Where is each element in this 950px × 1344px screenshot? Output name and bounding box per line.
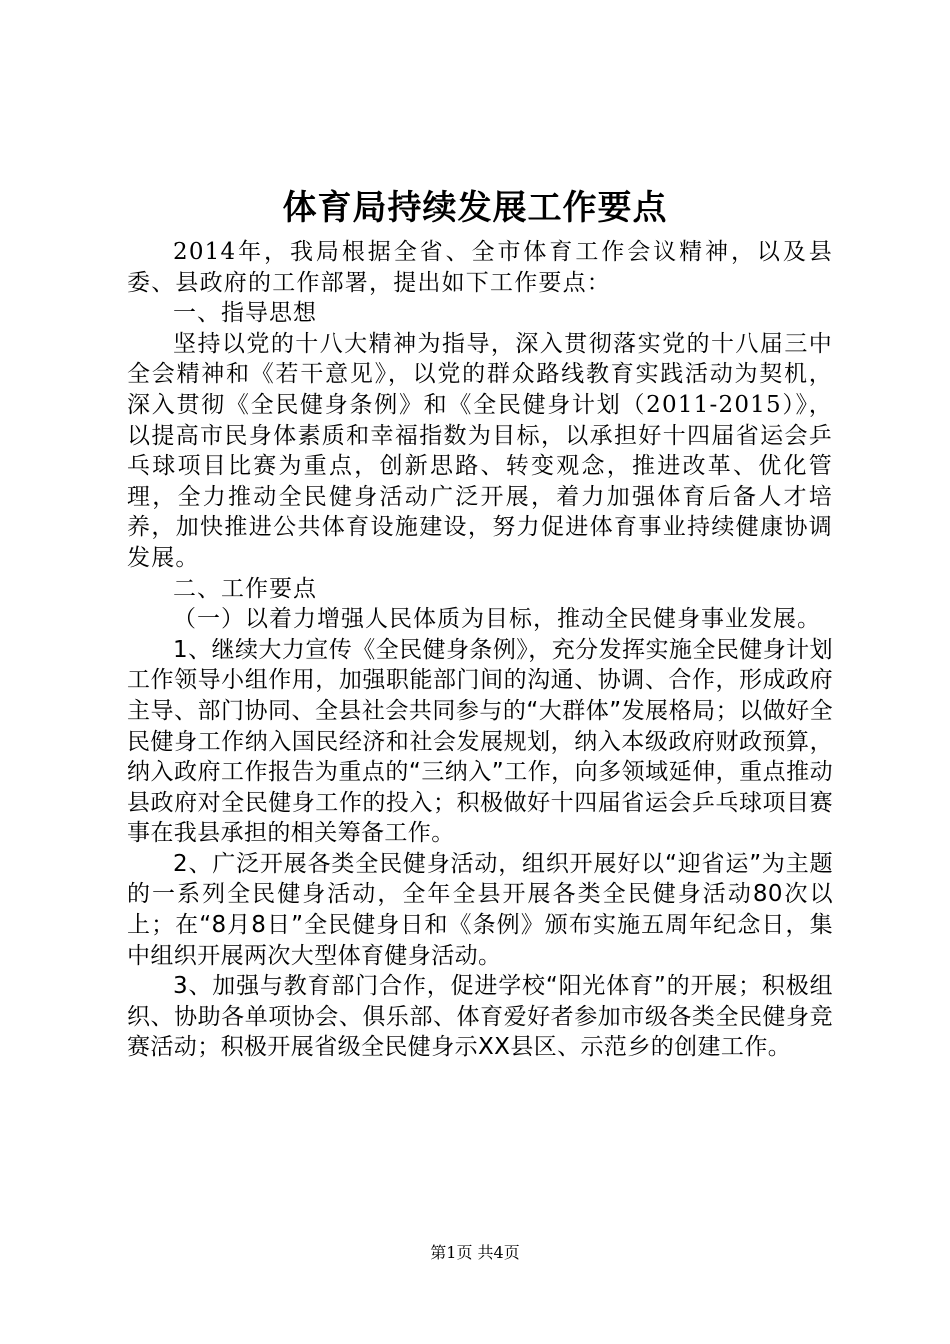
- document-title: 体育局持续发展工作要点: [282, 188, 668, 228]
- subsection-heading-1: （一）以着力增强人民体质为目标，推动全民健身事业发展。: [173, 606, 821, 633]
- work-item-3: 3、加强与教育部门合作，促进学校“阳光体育”的开展；积极组织、协助各单项协会、俱乐部、体育爱好者参加市级各类全民健身竞赛活动；积极开展省级全民健身示XX县区、示范乡的创建工作。: [127, 973, 833, 1061]
- guiding-ideology-paragraph: 坚持以党的十八大精神为指导，深入贯彻落实党的十八届三中全会精神和《若干意见》，以党的群众路线教育实践活动为契机，深入贯彻《全民健身条例》和《全民健身计划（2011-2015）》，以提高市民身体素质和幸福指数为目标，以承担好十四届省运会乒乓球项目比赛为重点，创新思路、转变观念，推进改革、优化管理，全力推动全民健身活动广泛开展，着力加强体育后备人才培养，加快推进公共体育设施建设，努力促进体育事业持续健康协调发展。: [127, 330, 833, 571]
- document-body: [127, 237, 833, 1063]
- work-item-2: 2、广泛开展各类全民健身活动，组织开展好以“迎省运”为主题的一系列全民健身活动，全年全县开展各类全民健身活动80次以上；在“8月8日”全民健身日和《条例》颁布实施五周年纪念日，集中组织开展两次大型体育健身活动。: [127, 850, 833, 969]
- intro-paragraph: 2014年，我局根据全省、全市体育工作会议精神，以及县委、县政府的工作部署，提出如下工作要点：: [127, 239, 833, 296]
- section-heading-work-points: 二、工作要点: [173, 575, 317, 602]
- work-item-1: 1、继续大力宣传《全民健身条例》，充分发挥实施全民健身计划工作领导小组作用，加强职能部门间的沟通、协调、合作，形成政府主导、部门协同、全县社会共同参与的“大群体”发展格局；以做好全民健身工作纳入国民经济和社会发展规划，纳入本级政府财政预算，纳入政府工作报告为重点的“三纳入”工作，向多领域延伸，重点推动县政府对全民健身工作的投入；积极做好十四届省运会乒乓球项目赛事在我县承担的相关筹备工作。: [127, 636, 833, 847]
- section-heading-guiding-ideology: 一、指导思想: [173, 300, 317, 327]
- page-number-footer: 第1页 共4页: [430, 1243, 520, 1262]
